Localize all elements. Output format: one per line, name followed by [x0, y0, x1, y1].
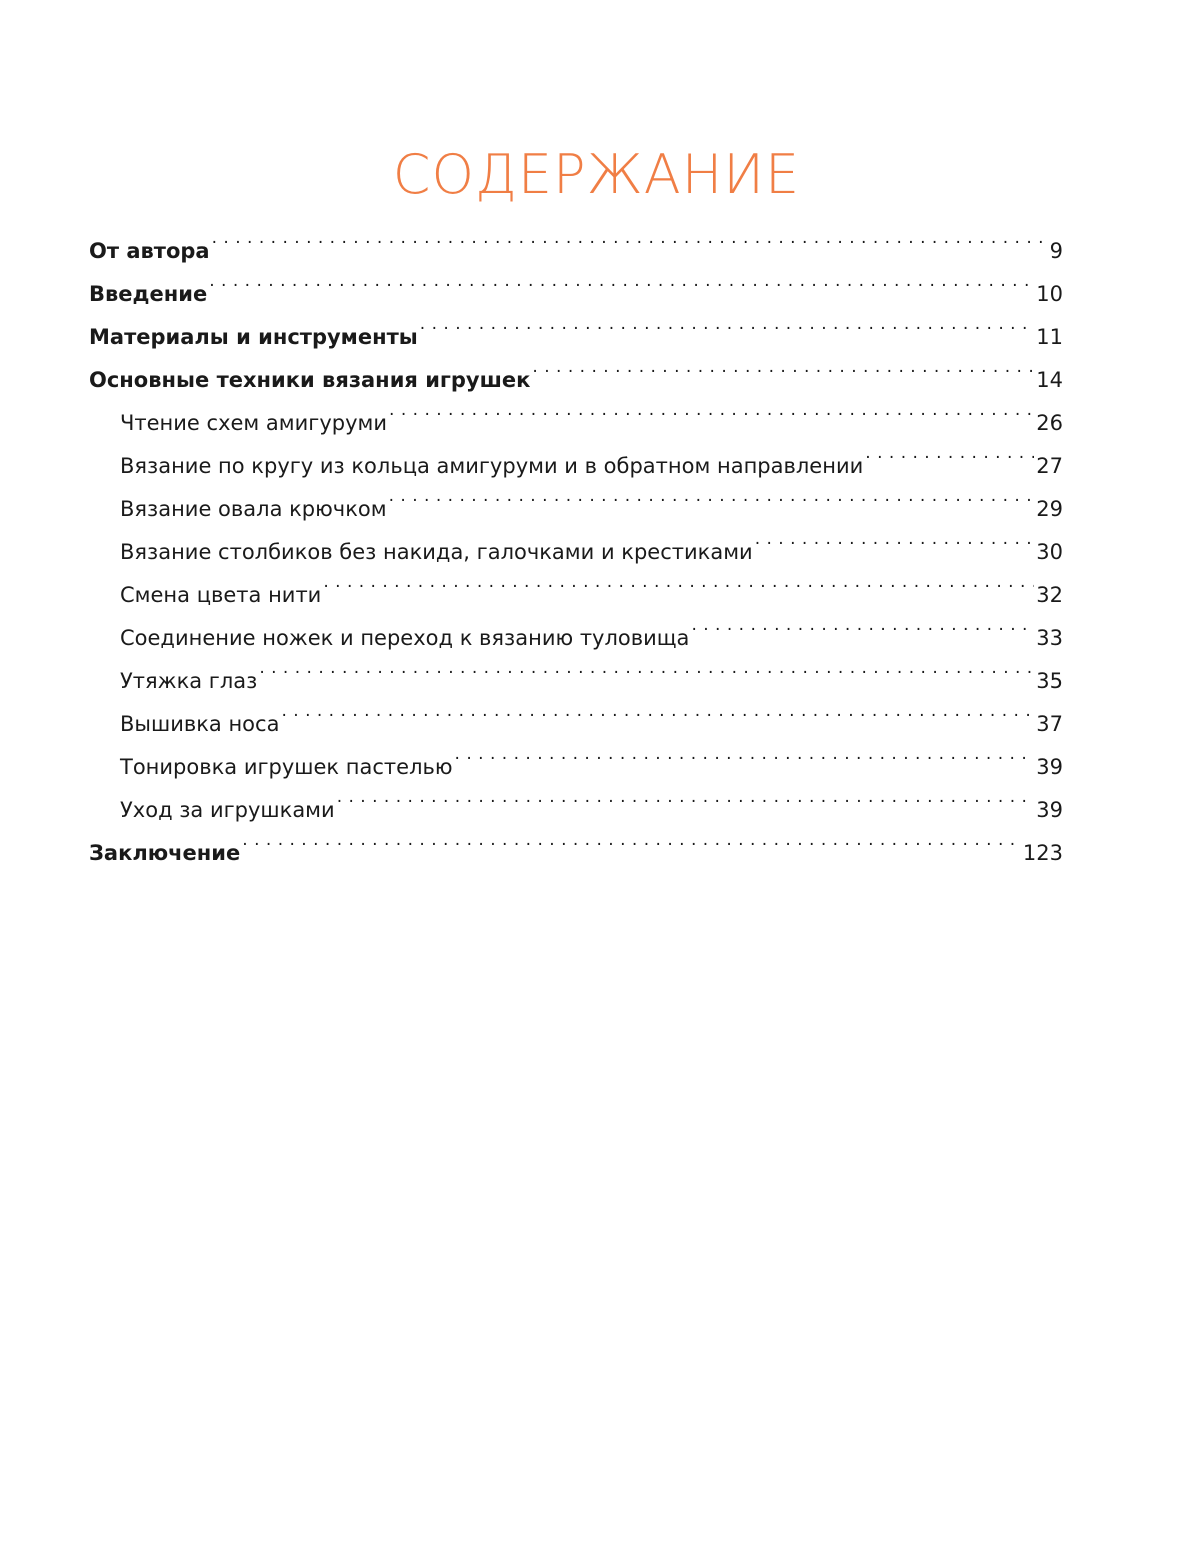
- toc-entry-page: 39: [1036, 798, 1063, 822]
- toc-entry-title: Тонировка игрушек пастелью: [120, 755, 453, 779]
- toc-entry-page: 11: [1036, 325, 1063, 349]
- toc-entry-title: Вязание столбиков без накида, галочками и крестиками: [120, 540, 753, 564]
- toc-entry[interactable]: [89, 232, 1063, 275]
- toc-entry-page: 14: [1036, 368, 1063, 392]
- toc-entry-title: Вышивка носа: [120, 712, 280, 736]
- toc-leader-dots: [259, 667, 1034, 688]
- toc-entry-page: 35: [1036, 669, 1063, 693]
- toc-leader-dots: [389, 409, 1034, 430]
- toc-leader-dots: [337, 796, 1035, 817]
- toc-entry-page: 33: [1036, 626, 1063, 650]
- toc-subentry[interactable]: [89, 404, 1063, 447]
- toc-entry-title: Вязание овала крючком: [120, 497, 387, 521]
- toc-subentry[interactable]: [89, 705, 1063, 748]
- toc-entry-page: 27: [1036, 454, 1063, 478]
- toc-entry-title: Чтение схем амигуруми: [120, 411, 388, 435]
- toc-entry-page: 9: [1049, 239, 1063, 263]
- toc-entry-page: 10: [1036, 282, 1063, 306]
- toc-entry[interactable]: [89, 834, 1063, 877]
- toc-subentry[interactable]: [89, 619, 1063, 662]
- page-title: СОДЕРЖАНИЕ: [392, 143, 801, 207]
- toc-entry-title: Соединение ножек и переход к вязанию туловища: [120, 626, 690, 650]
- toc-leader-dots: [209, 280, 1034, 301]
- toc-leader-dots: [420, 323, 1035, 344]
- toc-subentry[interactable]: [89, 447, 1063, 490]
- toc-entry-title: Основные техники вязания игрушек: [89, 368, 531, 392]
- toc-leader-dots: [212, 237, 1048, 258]
- toc-subentry[interactable]: [89, 791, 1063, 834]
- toc-subentry[interactable]: [89, 533, 1063, 576]
- toc-leader-dots: [455, 753, 1035, 774]
- toc-leader-dots: [323, 581, 1034, 602]
- toc-entry-title: От автора: [89, 239, 210, 263]
- toc-entry[interactable]: [89, 275, 1063, 318]
- toc-leader-dots: [242, 839, 1021, 860]
- toc-entry-page: 39: [1036, 755, 1063, 779]
- toc-leader-dots: [755, 538, 1035, 559]
- toc-entry-title: Материалы и инструменты: [89, 325, 418, 349]
- toc-entry-title: Уход за игрушками: [120, 798, 335, 822]
- toc-entry-page: 32: [1036, 583, 1063, 607]
- toc-entry-page: 26: [1036, 411, 1063, 435]
- toc-leader-dots: [389, 495, 1035, 516]
- toc-entry-title: Введение: [89, 282, 208, 306]
- toc-entry-page: 29: [1036, 497, 1063, 521]
- toc-entry[interactable]: [89, 318, 1063, 361]
- toc-entry-page: 37: [1036, 712, 1063, 736]
- toc-leader-dots: [691, 624, 1034, 645]
- toc-leader-dots: [865, 452, 1034, 473]
- table-of-contents: [89, 232, 1063, 877]
- toc-subentry[interactable]: [89, 748, 1063, 791]
- toc-entry-title: Утяжка глаз: [120, 669, 258, 693]
- toc-entry-title: Смена цвета нити: [120, 583, 322, 607]
- toc-subentry[interactable]: [89, 576, 1063, 619]
- toc-entry-title: Вязание по кругу из кольца амигуруми и в обратном направлении: [120, 454, 864, 478]
- toc-leader-dots: [532, 366, 1034, 387]
- toc-entry[interactable]: [89, 361, 1063, 404]
- toc-entry-title: Заключение: [89, 841, 241, 865]
- toc-leader-dots: [281, 710, 1034, 731]
- toc-entry-page: 30: [1036, 540, 1063, 564]
- toc-subentry[interactable]: [89, 490, 1063, 533]
- toc-entry-page: 123: [1022, 841, 1063, 865]
- toc-subentry[interactable]: [89, 662, 1063, 705]
